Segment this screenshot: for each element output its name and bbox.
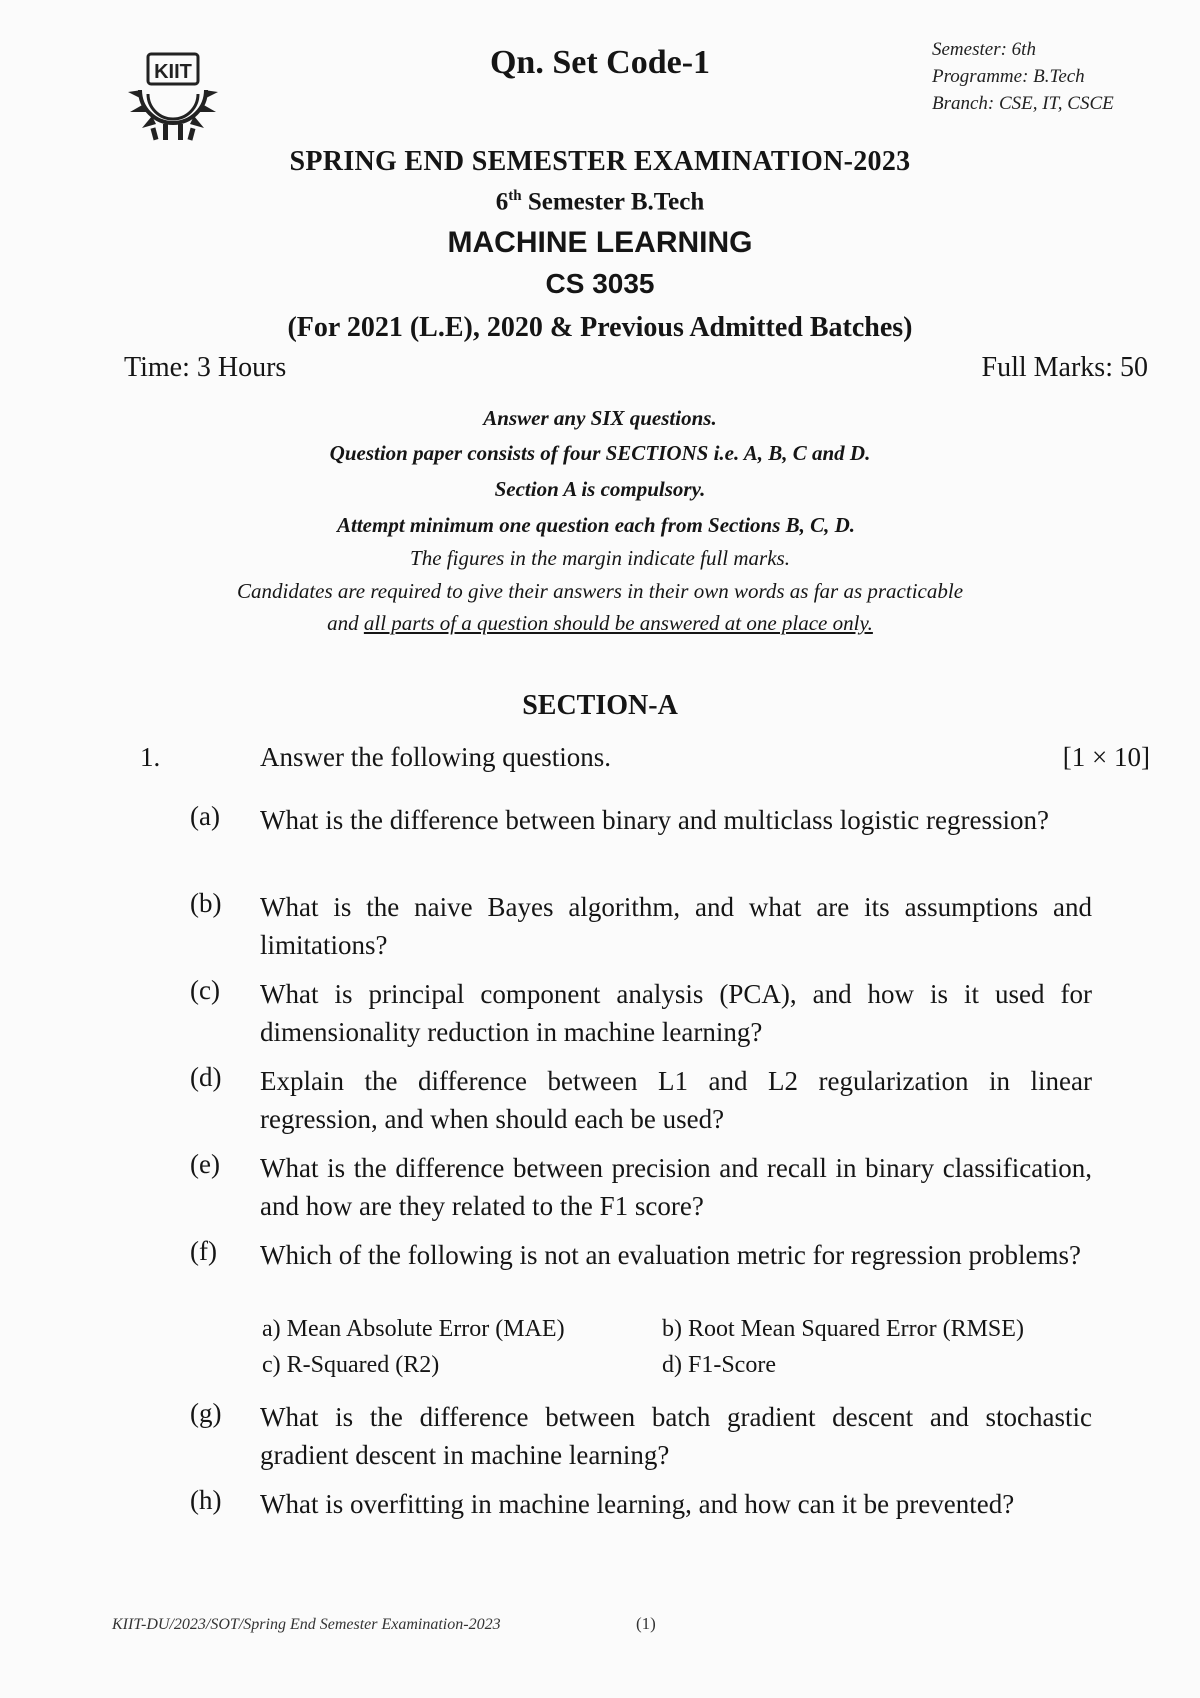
option-a: a) Mean Absolute Error (MAE)	[262, 1316, 565, 1342]
batches-note: (For 2021 (L.E), 2020 & Previous Admitted Batches)	[287, 312, 913, 343]
sub-question-text: What is principal component analysis (PCA), and how is it used for dimensionality reduction in machine learning?	[260, 979, 1092, 1047]
instruction-line	[0, 609, 1200, 638]
exam-meta	[932, 36, 1114, 117]
sub-question-label: (e)	[190, 1149, 220, 1179]
page-number: (1)	[636, 1614, 656, 1633]
option-c: c) R-Squared (R2)	[262, 1352, 440, 1378]
course-code: CS 3035	[545, 268, 655, 299]
instruction-line: The figures in the margin indicate full marks.	[410, 546, 790, 570]
instruction-line: Section A is compulsory.	[494, 477, 706, 501]
instruction-line: Attempt minimum one question each from Sections B, C, D.	[337, 513, 856, 537]
instruction-line: Answer any SIX questions.	[483, 406, 717, 430]
option-b: b) Root Mean Squared Error (RMSE)	[662, 1316, 1024, 1342]
programme-label: Programme: B.Tech	[932, 66, 1085, 87]
subject-title: MACHINE LEARNING	[447, 226, 753, 259]
branch-label: Branch: CSE, IT, CSCE	[932, 93, 1114, 114]
instruction-line: Candidates are required to give their answers in their own words as far as practicable	[236, 579, 964, 603]
question-set-code: Qn. Set Code-1	[489, 44, 711, 81]
semester-heading	[0, 188, 1200, 216]
full-marks-label: Full Marks: 50	[981, 352, 1148, 383]
semester-rest: Semester B.Tech	[521, 188, 705, 216]
sub-question-text: Which of the following is not an evaluation metric for regression problems?	[260, 1240, 1082, 1270]
sub-question-text: What is overfitting in machine learning, and how can it be prevented?	[260, 1489, 1015, 1519]
sub-question-label: (d)	[190, 1062, 222, 1092]
logo-text: KIIT	[154, 61, 192, 83]
semester-number: 6	[495, 188, 509, 216]
question-marks: [1 × 10]	[1062, 742, 1150, 772]
sub-question-label: (h)	[190, 1485, 222, 1515]
instruction-line: Question paper consists of four SECTIONS i.e. A, B, C and D.	[329, 441, 871, 465]
instruction-underlined: all parts of a question should be answered at one place only.	[363, 611, 873, 635]
sub-question-label: (a)	[190, 801, 220, 831]
sub-question-label: (g)	[190, 1398, 222, 1428]
sub-question-text: Explain the difference between L1 and L2 regularization in linear regression, and when should each be used?	[260, 1066, 1092, 1134]
instruction-prefix: and	[327, 611, 364, 635]
sub-question-text: What is the difference between batch gradient descent and stochastic gradient descent in machine learning?	[260, 1402, 1092, 1470]
footer-text: KIIT-DU/2023/SOT/Spring End Semester Examination-2023	[112, 1616, 501, 1633]
sub-question-label: (c)	[190, 975, 220, 1005]
time-label: Time: 3 Hours	[124, 352, 287, 383]
question-number: 1.	[140, 742, 161, 772]
sub-question-text: What is the naive Bayes algorithm, and what are its assumptions and limitations?	[260, 892, 1092, 960]
sub-question-label: (f)	[190, 1236, 217, 1266]
sub-question-text: What is the difference between binary and multiclass logistic regression?	[260, 805, 1049, 835]
option-d: d) F1-Score	[662, 1352, 776, 1378]
sub-question-label: (b)	[190, 888, 222, 918]
semester-suffix: th	[508, 188, 522, 204]
sub-question-text: What is the difference between precision and recall in binary classification, and how are they related to the F1 score?	[260, 1153, 1092, 1221]
section-title: SECTION-A	[522, 690, 678, 721]
semester-label: Semester: 6th	[932, 39, 1036, 60]
exam-title: SPRING END SEMESTER EXAMINATION-2023	[289, 146, 911, 177]
question-text: Answer the following questions.	[260, 742, 611, 772]
